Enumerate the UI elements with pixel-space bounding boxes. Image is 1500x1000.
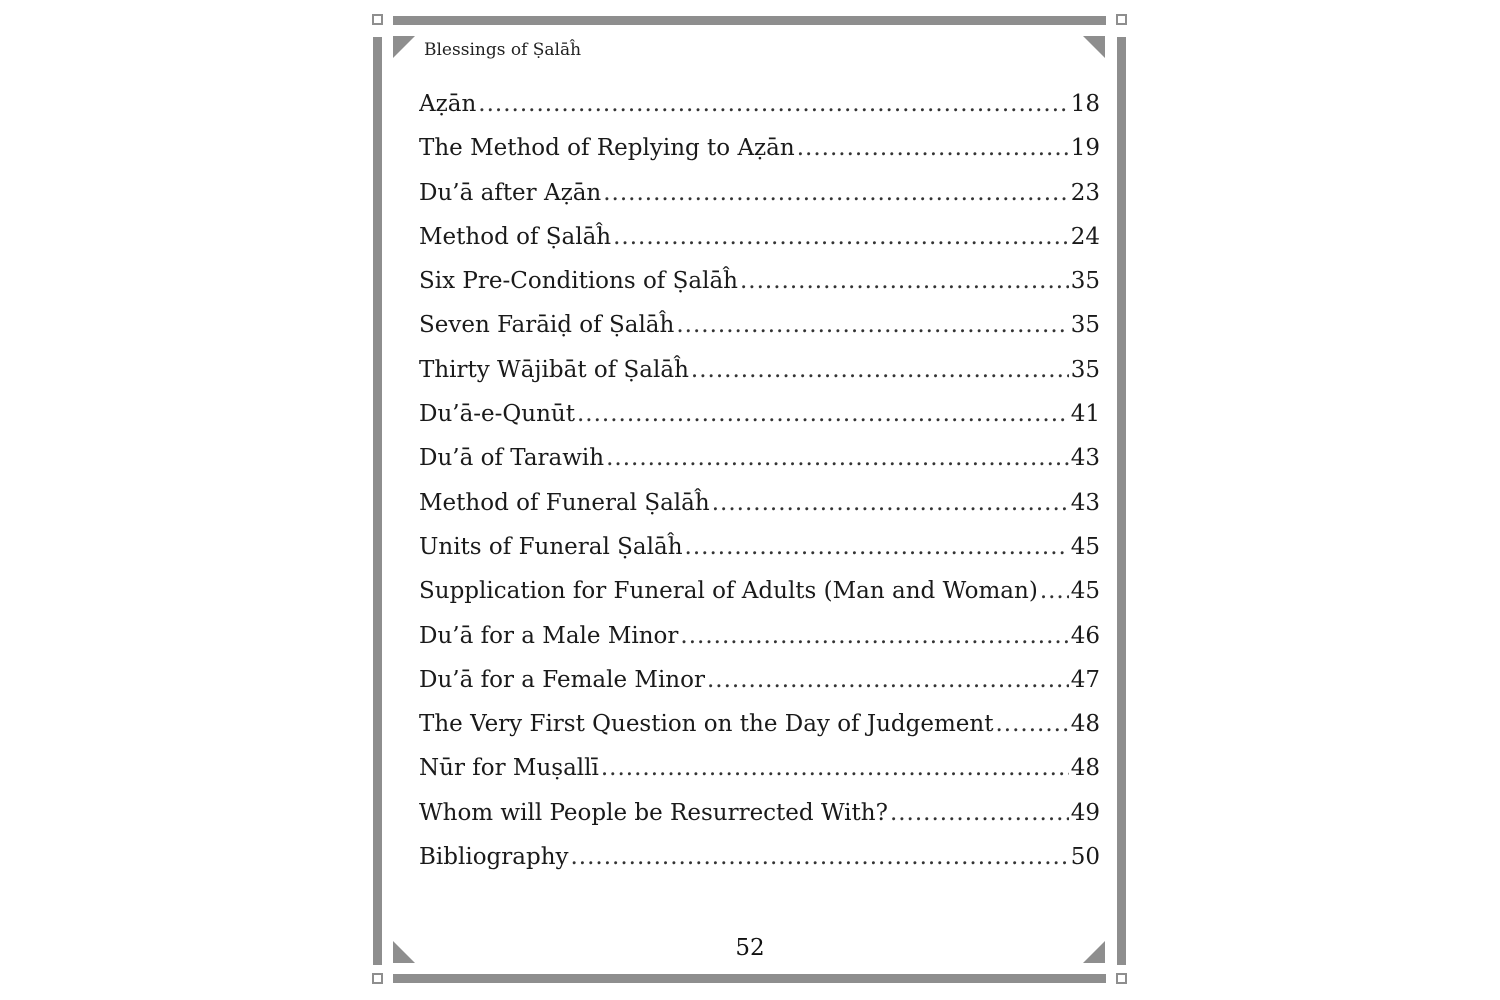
toc-dot-leader [707, 658, 1069, 702]
frame-corner-top-left [372, 14, 383, 25]
toc-entry-page: 35 [1070, 268, 1100, 295]
toc-entry[interactable] [419, 658, 1100, 702]
frame-bottom-bar [393, 974, 1106, 983]
frame-corner-top-right [1116, 14, 1127, 25]
toc-entry-page: 24 [1070, 223, 1100, 250]
toc-dot-leader [890, 791, 1069, 835]
toc-dot-leader [676, 303, 1068, 347]
toc-dot-leader [601, 746, 1069, 790]
toc-dot-leader [797, 126, 1069, 170]
toc-entry-page: 49 [1070, 799, 1100, 826]
toc-entry-page: 46 [1070, 622, 1100, 649]
page-number: 52 [735, 935, 765, 961]
frame-triangle-top-left [393, 36, 415, 58]
toc-dot-leader [603, 171, 1068, 215]
toc-entry[interactable] [419, 569, 1100, 613]
toc-dot-leader [712, 481, 1069, 525]
toc-entry-title: Method of Funeral Ṣalāĥ [419, 489, 710, 516]
frame-corner-bottom-right [1116, 973, 1127, 984]
toc-entry-page: 43 [1070, 489, 1100, 516]
toc-entry[interactable] [419, 835, 1100, 879]
frame-triangle-bottom-right [1083, 941, 1105, 963]
toc-entry-page: 50 [1070, 844, 1100, 871]
toc-entry-title: Supplication for Funeral of Adults (Man and Woman) [419, 578, 1038, 605]
toc-entry-title: Du’ā after Aẓān [419, 179, 602, 206]
toc-entry-title: Du’ā-e-Qunūt [419, 401, 575, 428]
toc-entry-page: 41 [1070, 401, 1100, 428]
toc-dot-leader [1040, 569, 1069, 613]
table-of-contents [419, 82, 1100, 879]
toc-dot-leader [685, 525, 1069, 569]
toc-entry-page: 19 [1070, 135, 1100, 162]
toc-entry-title: Six Pre-Conditions of Ṣalāĥ [419, 268, 738, 295]
toc-entry-page: 45 [1070, 533, 1100, 560]
toc-entry-title: Du’ā for a Female Minor [419, 666, 705, 693]
toc-entry[interactable] [419, 481, 1100, 525]
toc-entry-title: Du’ā of Tarawih [419, 445, 605, 472]
toc-entry-page: 35 [1070, 312, 1100, 339]
toc-entry-page: 43 [1070, 445, 1100, 472]
toc-entry-title: Whom will People be Resurrected With? [419, 799, 888, 826]
toc-entry-title: Du’ā for a Male Minor [419, 622, 679, 649]
frame-top-bar [393, 16, 1106, 25]
frame-corner-bottom-left [372, 973, 383, 984]
frame-triangle-top-right [1083, 36, 1105, 58]
toc-entry[interactable] [419, 259, 1100, 303]
toc-entry-title: Bibliography [419, 844, 569, 871]
toc-dot-leader [577, 392, 1069, 436]
toc-entry[interactable] [419, 126, 1100, 170]
toc-entry[interactable] [419, 215, 1100, 259]
toc-entry-page: 48 [1070, 711, 1100, 738]
toc-entry[interactable] [419, 303, 1100, 347]
toc-dot-leader [613, 215, 1069, 259]
toc-entry-page: 48 [1070, 755, 1100, 782]
frame-left-bar [373, 37, 382, 965]
toc-dot-leader [478, 82, 1068, 126]
toc-entry-page: 45 [1070, 578, 1100, 605]
toc-entry-page: 35 [1070, 356, 1100, 383]
toc-entry-page: 23 [1070, 179, 1100, 206]
toc-entry-title: The Method of Replying to Aẓān [419, 135, 795, 162]
toc-entry-title: Thirty Wājibāt of Ṣalāĥ [419, 356, 689, 383]
toc-entry[interactable] [419, 746, 1100, 790]
toc-entry-page: 47 [1070, 666, 1100, 693]
toc-entry-title: Method of Ṣalāĥ [419, 223, 612, 250]
toc-dot-leader [995, 702, 1068, 746]
toc-dot-leader [680, 614, 1068, 658]
frame-triangle-bottom-left [393, 941, 415, 963]
toc-entry[interactable] [419, 392, 1100, 436]
toc-dot-leader [691, 348, 1069, 392]
toc-entry[interactable] [419, 348, 1100, 392]
toc-entry[interactable] [419, 791, 1100, 835]
toc-entry-page: 18 [1070, 91, 1100, 117]
toc-entry-title: Nūr for Muṣallī [419, 755, 599, 782]
toc-entry-title: The Very First Question on the Day of Judgement [419, 711, 994, 738]
toc-entry-title: Seven Farāiḍ of Ṣalāĥ [419, 312, 675, 339]
toc-entry-title: Aẓān [419, 91, 477, 117]
toc-entry[interactable] [419, 436, 1100, 480]
frame-right-bar [1117, 37, 1126, 965]
toc-entry[interactable] [419, 614, 1100, 658]
running-header: Blessings of Ṣalāĥ [424, 40, 582, 60]
toc-dot-leader [571, 835, 1069, 879]
toc-dot-leader [606, 436, 1069, 480]
toc-entry[interactable] [419, 171, 1100, 215]
toc-dot-leader [740, 259, 1069, 303]
toc-entry-title: Units of Funeral Ṣalāĥ [419, 533, 683, 560]
toc-entry[interactable] [419, 702, 1100, 746]
toc-entry[interactable] [419, 525, 1100, 569]
toc-entry[interactable] [419, 82, 1100, 126]
